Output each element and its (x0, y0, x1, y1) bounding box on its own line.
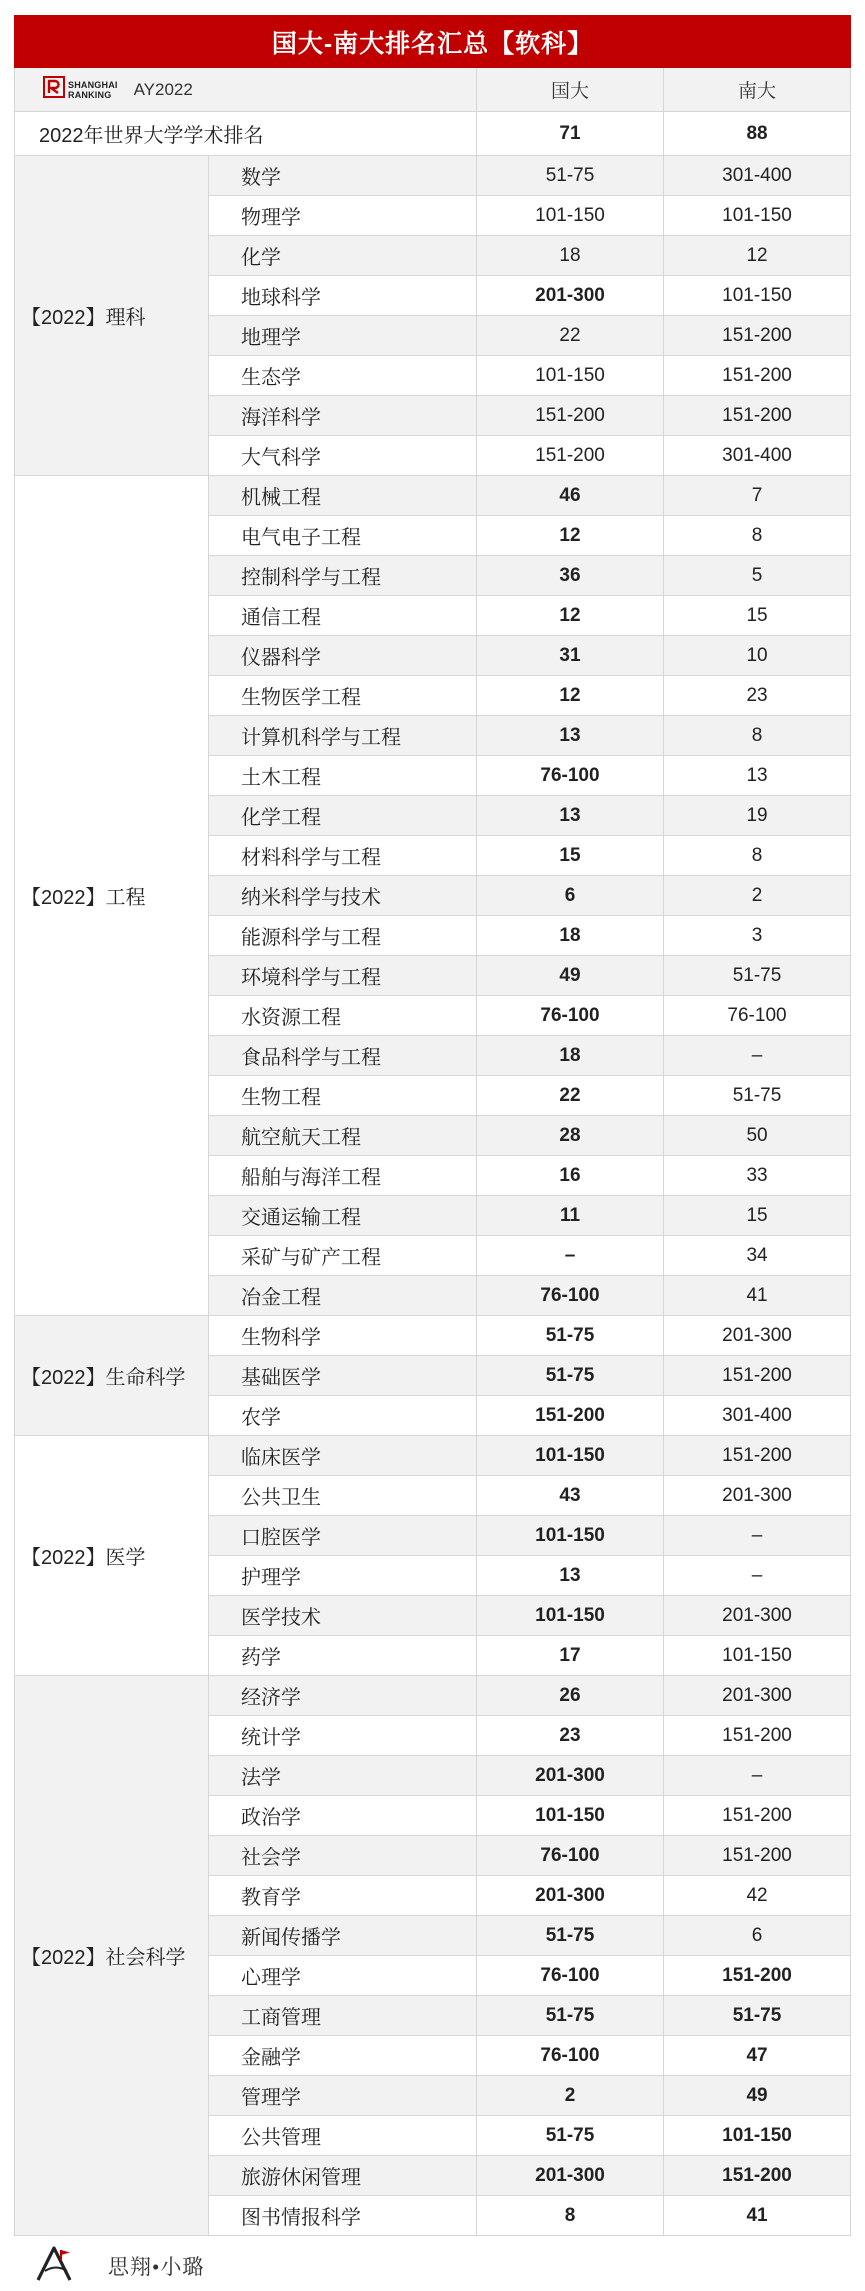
nus-rank-cell: 101-150 (477, 356, 664, 396)
subject-cell: 海洋科学 (209, 396, 477, 436)
nju-rank-cell: 41 (664, 1276, 851, 1316)
nus-rank-cell: 76-100 (477, 1956, 664, 1996)
site-logo-icon (34, 2244, 78, 2289)
nju-rank-cell: – (664, 1036, 851, 1076)
subject-cell: 控制科学与工程 (209, 556, 477, 596)
nju-rank-cell: 151-200 (664, 1436, 851, 1476)
ranking-logo-line2: RANKING (68, 89, 112, 100)
subject-cell: 交通运输工程 (209, 1196, 477, 1236)
nus-rank-cell: 6 (477, 876, 664, 916)
subject-cell: 生物科学 (209, 1316, 477, 1356)
header-row (15, 68, 851, 112)
subject-cell: 物理学 (209, 196, 477, 236)
subject-cell: 经济学 (209, 1676, 477, 1716)
subject-cell: 教育学 (209, 1876, 477, 1916)
world-rank-row (15, 112, 851, 156)
nus-rank-cell: 201-300 (477, 1756, 664, 1796)
nus-rank-cell: 18 (477, 916, 664, 956)
subject-cell: 通信工程 (209, 596, 477, 636)
academic-year-label: AY2022 (133, 79, 193, 99)
nju-rank-cell: 301-400 (664, 1396, 851, 1436)
subject-cell: 公共管理 (209, 2116, 477, 2156)
nus-rank-cell: 26 (477, 1676, 664, 1716)
nju-rank-cell: 10 (664, 636, 851, 676)
nus-rank-cell: 76-100 (477, 2036, 664, 2076)
nju-rank-cell: 6 (664, 1916, 851, 1956)
nju-rank-cell: 201-300 (664, 1676, 851, 1716)
subject-cell: 心理学 (209, 1956, 477, 1996)
nju-rank-cell: – (664, 1756, 851, 1796)
subject-cell: 工商管理 (209, 1996, 477, 2036)
shanghai-ranking-logo-icon (43, 76, 65, 104)
subject-cell: 金融学 (209, 2036, 477, 2076)
subject-cell: 护理学 (209, 1556, 477, 1596)
category-cell: 【2022】工程 (15, 476, 209, 1316)
subject-cell: 基础医学 (209, 1356, 477, 1396)
subject-cell: 能源科学与工程 (209, 916, 477, 956)
nus-rank-cell: 31 (477, 636, 664, 676)
nju-rank-cell: 12 (664, 236, 851, 276)
nus-rank-cell: 51-75 (477, 1996, 664, 2036)
world-rank-nus: 71 (477, 112, 664, 156)
nju-rank-cell: 5 (664, 556, 851, 596)
nju-rank-cell: 101-150 (664, 276, 851, 316)
nus-rank-cell: 18 (477, 1036, 664, 1076)
nus-rank-cell: 18 (477, 236, 664, 276)
subject-cell: 生态学 (209, 356, 477, 396)
nus-rank-cell: 101-150 (477, 1596, 664, 1636)
subject-cell: 管理学 (209, 2076, 477, 2116)
nus-rank-cell: 151-200 (477, 1396, 664, 1436)
nju-rank-cell: 15 (664, 1196, 851, 1236)
page-title: 国大-南大排名汇总【软科】 (15, 16, 851, 68)
nus-rank-cell: 151-200 (477, 436, 664, 476)
nus-rank-cell: 76-100 (477, 1836, 664, 1876)
nus-rank-cell: 12 (477, 596, 664, 636)
subject-cell: 航空航天工程 (209, 1116, 477, 1156)
subject-cell: 化学工程 (209, 796, 477, 836)
subject-cell: 土木工程 (209, 756, 477, 796)
subject-cell: 地理学 (209, 316, 477, 356)
nju-rank-cell: 101-150 (664, 1636, 851, 1676)
nju-rank-cell: 101-150 (664, 2116, 851, 2156)
subject-cell: 药学 (209, 1636, 477, 1676)
nus-rank-cell: 201-300 (477, 1876, 664, 1916)
nus-rank-cell: 51-75 (477, 1916, 664, 1956)
nju-rank-cell: 49 (664, 2076, 851, 2116)
nus-rank-cell: 23 (477, 1716, 664, 1756)
nju-rank-cell: 301-400 (664, 156, 851, 196)
nju-rank-cell: – (664, 1516, 851, 1556)
subject-cell: 采矿与矿产工程 (209, 1236, 477, 1276)
nju-rank-cell: 151-200 (664, 2156, 851, 2196)
subject-cell: 新闻传播学 (209, 1916, 477, 1956)
category-cell: 【2022】医学 (15, 1436, 209, 1676)
subject-cell: 法学 (209, 1756, 477, 1796)
nju-rank-cell: 76-100 (664, 996, 851, 1036)
nju-rank-cell: 101-150 (664, 196, 851, 236)
nju-rank-cell: 201-300 (664, 1476, 851, 1516)
nus-rank-cell: 76-100 (477, 756, 664, 796)
subject-cell: 生物工程 (209, 1076, 477, 1116)
subject-cell: 图书情报科学 (209, 2196, 477, 2236)
column-header-nju: 南大 (664, 68, 851, 112)
subject-cell: 化学 (209, 236, 477, 276)
nju-rank-cell: 151-200 (664, 316, 851, 356)
nju-rank-cell: 51-75 (664, 1996, 851, 2036)
footer-brand: 思翔•小璐 (108, 2255, 205, 2279)
nju-rank-cell: 151-200 (664, 396, 851, 436)
nju-rank-cell: 51-75 (664, 1076, 851, 1116)
nus-rank-cell: 13 (477, 716, 664, 756)
subject-cell: 数学 (209, 156, 477, 196)
subject-cell: 环境科学与工程 (209, 956, 477, 996)
subject-cell: 船舶与海洋工程 (209, 1156, 477, 1196)
subject-cell: 电气电子工程 (209, 516, 477, 556)
nju-rank-cell: 15 (664, 596, 851, 636)
nju-rank-cell: 47 (664, 2036, 851, 2076)
nju-rank-cell: 7 (664, 476, 851, 516)
nus-rank-cell: 51-75 (477, 156, 664, 196)
nju-rank-cell: 151-200 (664, 1836, 851, 1876)
subject-cell: 政治学 (209, 1796, 477, 1836)
nus-rank-cell: 51-75 (477, 1316, 664, 1356)
world-rank-nju: 88 (664, 112, 851, 156)
subject-cell: 医学技术 (209, 1596, 477, 1636)
subject-cell: 口腔医学 (209, 1516, 477, 1556)
nju-rank-cell: 151-200 (664, 1956, 851, 1996)
nus-rank-cell: 11 (477, 1196, 664, 1236)
nus-rank-cell: 36 (477, 556, 664, 596)
nus-rank-cell: 76-100 (477, 1276, 664, 1316)
nus-rank-cell: 46 (477, 476, 664, 516)
subject-cell: 冶金工程 (209, 1276, 477, 1316)
nus-rank-cell: 43 (477, 1476, 664, 1516)
nus-rank-cell: 2 (477, 2076, 664, 2116)
title-row (15, 16, 851, 68)
nju-rank-cell: 19 (664, 796, 851, 836)
ranking-sheet (14, 15, 850, 2236)
subject-cell: 食品科学与工程 (209, 1036, 477, 1076)
nju-rank-cell: 8 (664, 836, 851, 876)
nju-rank-cell: 151-200 (664, 1796, 851, 1836)
table-row (15, 1436, 851, 1476)
nus-rank-cell: 201-300 (477, 2156, 664, 2196)
nju-rank-cell: 201-300 (664, 1316, 851, 1356)
nus-rank-cell: 13 (477, 1556, 664, 1596)
nus-rank-cell: 51-75 (477, 1356, 664, 1396)
subject-cell: 材料科学与工程 (209, 836, 477, 876)
nus-rank-cell: 15 (477, 836, 664, 876)
nus-rank-cell: 76-100 (477, 996, 664, 1036)
column-header-nus: 国大 (477, 68, 664, 112)
nus-rank-cell: 101-150 (477, 196, 664, 236)
subject-cell: 地球科学 (209, 276, 477, 316)
subject-cell: 社会学 (209, 1836, 477, 1876)
nus-rank-cell: 16 (477, 1156, 664, 1196)
world-rank-label: 2022年世界大学学术排名 (15, 112, 477, 156)
nju-rank-cell: 201-300 (664, 1596, 851, 1636)
subject-cell: 大气科学 (209, 436, 477, 476)
nus-rank-cell: 101-150 (477, 1796, 664, 1836)
nju-rank-cell: 151-200 (664, 1716, 851, 1756)
nus-rank-cell: 12 (477, 676, 664, 716)
nju-rank-cell: 151-200 (664, 1356, 851, 1396)
nju-rank-cell: 8 (664, 516, 851, 556)
nus-rank-cell: 201-300 (477, 276, 664, 316)
nus-rank-cell: 151-200 (477, 396, 664, 436)
nju-rank-cell: 2 (664, 876, 851, 916)
subject-cell: 统计学 (209, 1716, 477, 1756)
nju-rank-cell: 23 (664, 676, 851, 716)
nju-rank-cell: 151-200 (664, 356, 851, 396)
nus-rank-cell: 101-150 (477, 1436, 664, 1476)
footer (34, 2244, 204, 2288)
nus-rank-cell: 13 (477, 796, 664, 836)
nus-rank-cell: – (477, 1236, 664, 1276)
nus-rank-cell: 8 (477, 2196, 664, 2236)
table-row (15, 156, 851, 196)
nus-rank-cell: 101-150 (477, 1516, 664, 1556)
nus-rank-cell: 49 (477, 956, 664, 996)
subject-cell: 生物医学工程 (209, 676, 477, 716)
nju-rank-cell: 42 (664, 1876, 851, 1916)
nju-rank-cell: 3 (664, 916, 851, 956)
nju-rank-cell: 51-75 (664, 956, 851, 996)
nju-rank-cell: 41 (664, 2196, 851, 2236)
category-cell: 【2022】生命科学 (15, 1316, 209, 1436)
subject-cell: 农学 (209, 1396, 477, 1436)
nju-rank-cell: – (664, 1556, 851, 1596)
nju-rank-cell: 13 (664, 756, 851, 796)
subject-cell: 公共卫生 (209, 1476, 477, 1516)
nus-rank-cell: 28 (477, 1116, 664, 1156)
table-row (15, 1316, 851, 1356)
subject-cell: 纳米科学与技术 (209, 876, 477, 916)
subject-cell: 临床医学 (209, 1436, 477, 1476)
nju-rank-cell: 301-400 (664, 436, 851, 476)
ranking-logo-cell (15, 68, 477, 112)
ranking-logo-line1: SHANGHAI (68, 79, 118, 90)
subject-cell: 水资源工程 (209, 996, 477, 1036)
nus-rank-cell: 17 (477, 1636, 664, 1676)
nju-rank-cell: 8 (664, 716, 851, 756)
ranking-table (14, 15, 851, 2236)
subject-cell: 计算机科学与工程 (209, 716, 477, 756)
subject-cell: 仪器科学 (209, 636, 477, 676)
nus-rank-cell: 51-75 (477, 2116, 664, 2156)
table-row (15, 476, 851, 516)
nju-rank-cell: 50 (664, 1116, 851, 1156)
category-cell: 【2022】理科 (15, 156, 209, 476)
subject-cell: 机械工程 (209, 476, 477, 516)
ranking-logo-text (68, 80, 118, 100)
nju-rank-cell: 34 (664, 1236, 851, 1276)
category-cell: 【2022】社会科学 (15, 1676, 209, 2236)
nju-rank-cell: 33 (664, 1156, 851, 1196)
nus-rank-cell: 22 (477, 1076, 664, 1116)
nus-rank-cell: 12 (477, 516, 664, 556)
nus-rank-cell: 22 (477, 316, 664, 356)
table-row (15, 1676, 851, 1716)
subject-cell: 旅游休闲管理 (209, 2156, 477, 2196)
